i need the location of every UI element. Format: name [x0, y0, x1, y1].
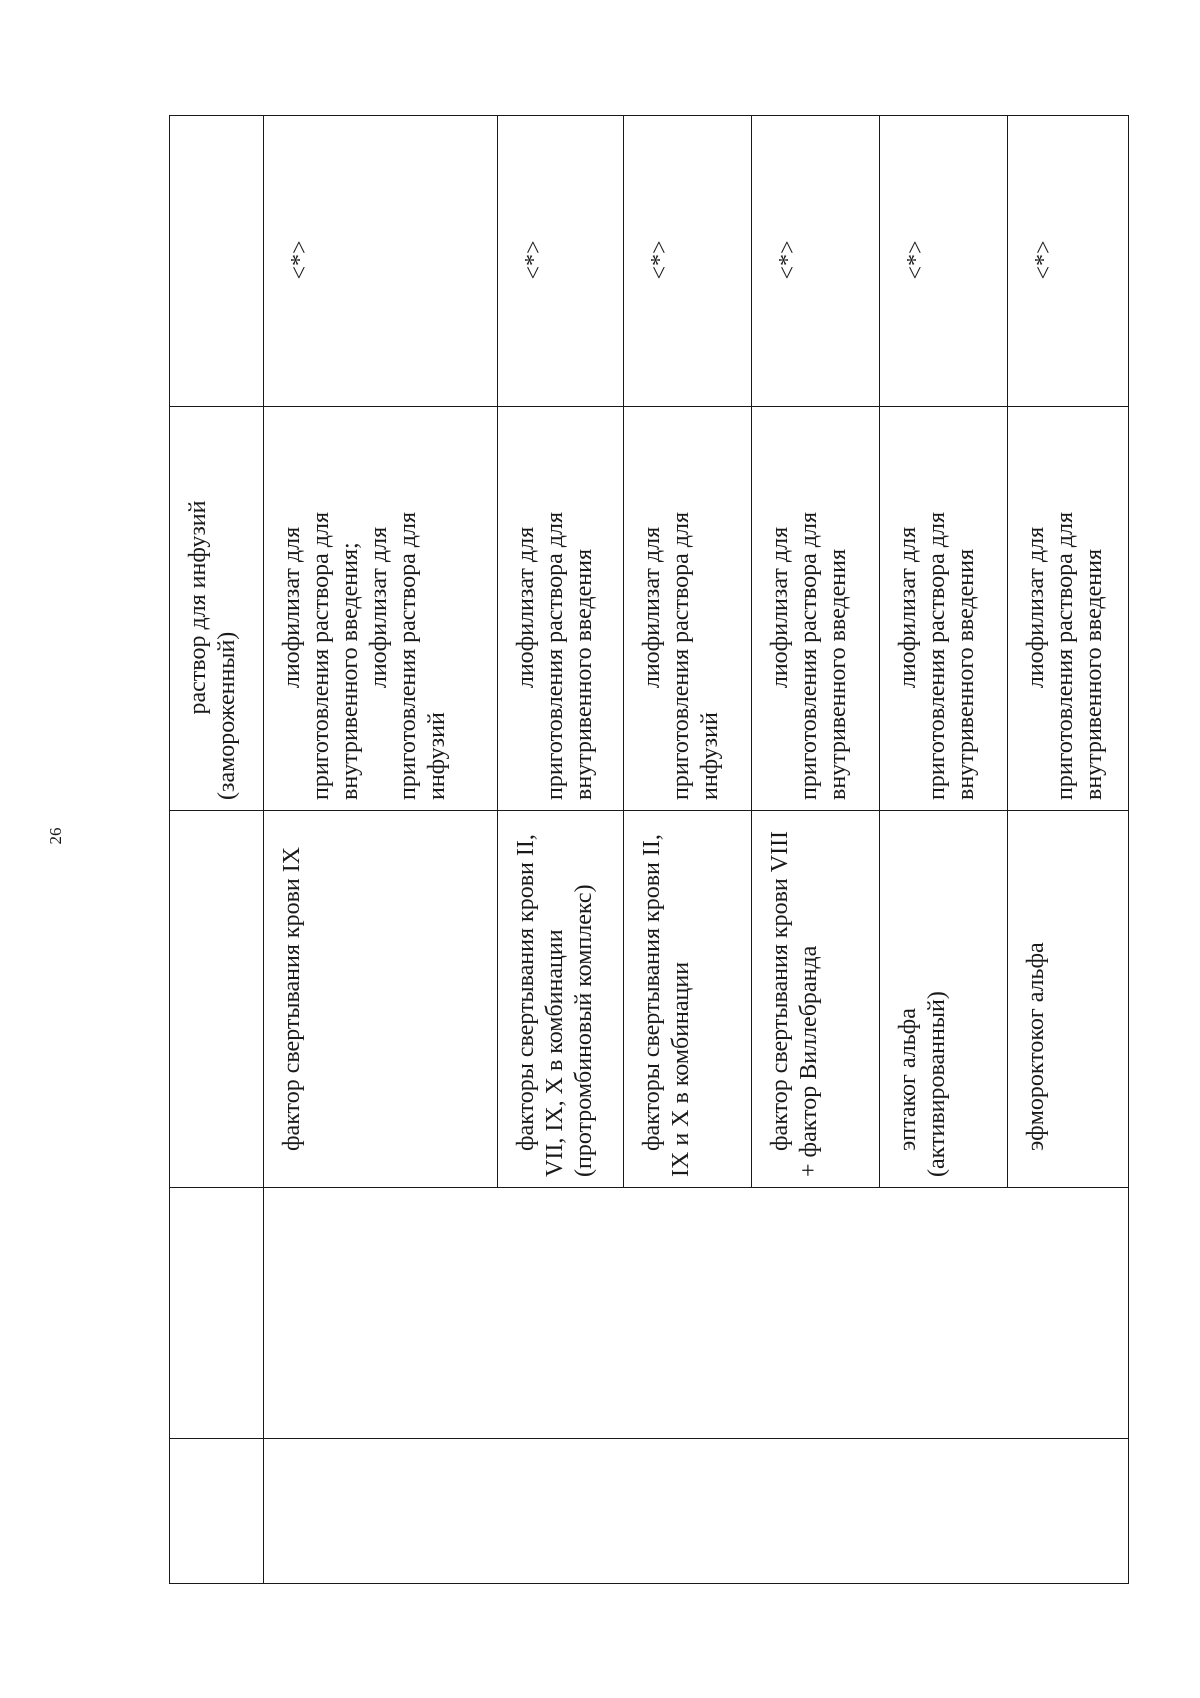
table-row: [170, 116, 264, 1584]
note-cell: <*>: [1007, 116, 1129, 407]
form-line: лиофилизат для: [894, 526, 921, 689]
note-cell: <*>: [751, 116, 879, 407]
drug-name-cell: [170, 811, 264, 1188]
form-line: приготовления раствора для: [394, 512, 421, 800]
form-line: приготовления раствора для: [307, 512, 334, 800]
form-line: лиофилизат для: [365, 526, 392, 689]
page-number: 26: [46, 827, 65, 845]
form-line: лиофилизат для: [1022, 526, 1049, 689]
form-line: инфузий: [423, 712, 450, 800]
dosage-form-cell: [879, 407, 1007, 811]
drug-name-cell: фактор свертывания крови VIII + фактор Виллебранда: [751, 811, 879, 1188]
dosage-form-cell: [751, 407, 879, 811]
dosage-form-cell: [623, 407, 751, 811]
form-line: (замороженный): [214, 631, 240, 800]
form-line: приготовления раствора для: [542, 512, 569, 800]
form-line: приготовления раствора для: [1051, 512, 1078, 800]
table-row: [263, 116, 497, 1584]
dosage-form-cell: [1007, 407, 1129, 811]
form-line: внутривенного введения: [952, 548, 979, 800]
form-line: приготовления раствора для: [795, 512, 822, 800]
form-line: внутривенного введения: [1080, 548, 1107, 800]
form-line: лиофилизат для: [278, 526, 305, 689]
drug-name-cell: факторы свертывания крови II, IX и X в комбинации: [623, 811, 751, 1188]
form-line: приготовления раствора для: [923, 512, 950, 800]
note-cell: <*>: [623, 116, 751, 407]
atc-code-cell: [263, 1439, 1128, 1584]
note-cell: [170, 116, 264, 407]
note-cell: <*>: [498, 116, 624, 407]
form-line: приготовления раствора для: [667, 512, 694, 800]
drug-name-cell: эптаког альфа (активированный): [879, 811, 1007, 1188]
atc-code-cell: [170, 1439, 264, 1584]
note-cell: <*>: [879, 116, 1007, 407]
form-line: лиофилизат для: [766, 526, 793, 689]
form-line: лиофилизат для: [513, 526, 540, 689]
drug-name-cell: факторы свертывания крови II, VII, IX, X в комбинации (протромбиновый комплекс): [498, 811, 624, 1188]
dosage-form-cell: [263, 407, 497, 811]
group-name-cell: [170, 1188, 264, 1439]
form-line: внутривенного введения: [571, 548, 598, 800]
drug-table: [169, 115, 1129, 1584]
drug-table-wrapper: [169, 116, 1129, 1584]
form-line: раствор для инфузий: [185, 500, 211, 715]
form-line: инфузий: [696, 712, 723, 800]
drug-name-cell: фактор свертывания крови IX: [263, 811, 497, 1188]
group-name-cell: [263, 1188, 1128, 1439]
dosage-form-cell: [498, 407, 624, 811]
drug-name-cell: эфмороктоког альфа: [1007, 811, 1129, 1188]
form-line: внутривенного введения;: [336, 542, 363, 800]
form-line: лиофилизат для: [638, 526, 665, 689]
form-line: внутривенного введения: [824, 548, 851, 800]
note-cell: <*>: [263, 116, 497, 407]
dosage-form-cell: [170, 407, 264, 811]
